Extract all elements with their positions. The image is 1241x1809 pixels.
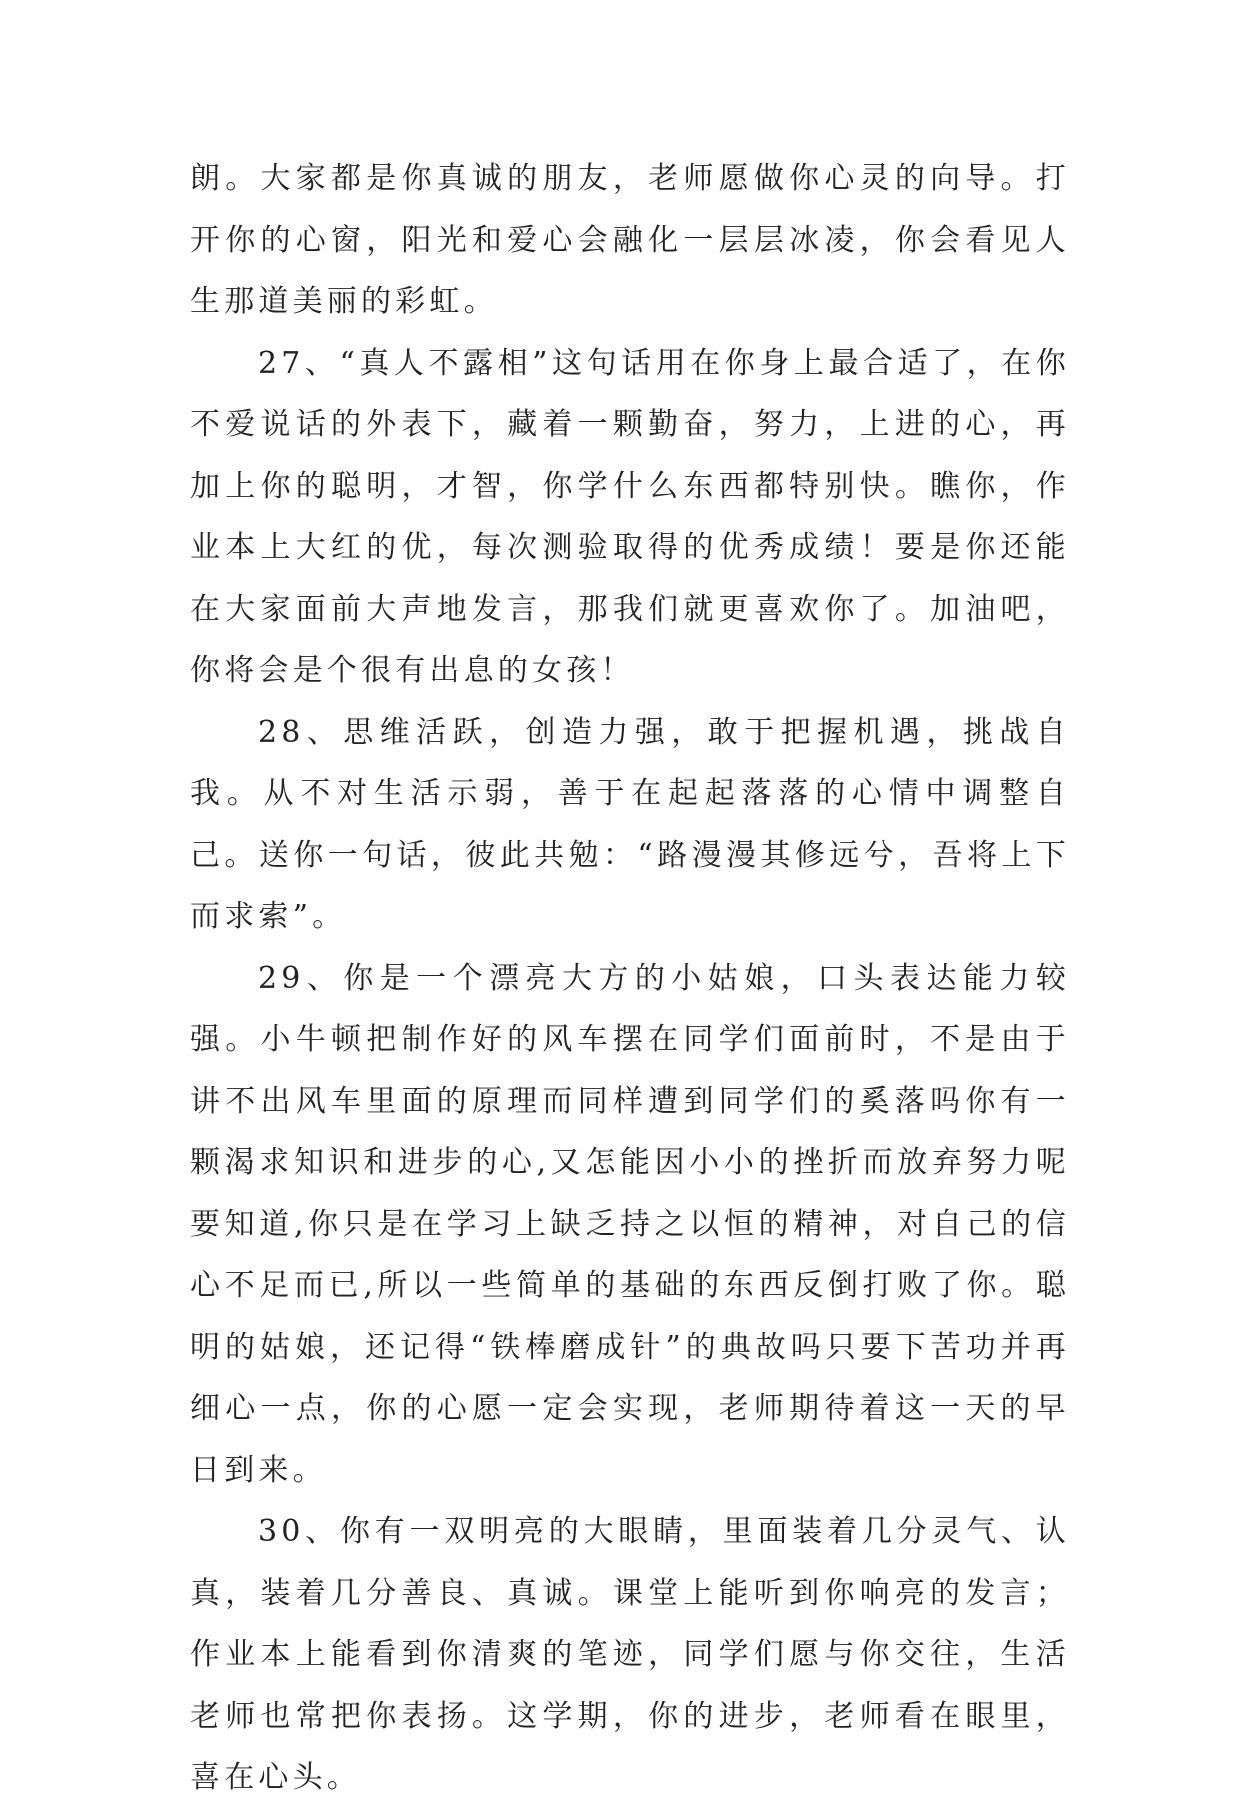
paragraph-28: 28、思维活跃，创造力强，敢于把握机遇，挑战自我。从不对生活示弱，善于在起起落落的心情中调整自己。送你一句话，彼此共勉：“路漫漫其修远兮，吾将上下而求索”。	[190, 714, 1070, 934]
paragraph-29: 29、你是一个漂亮大方的小姑娘，口头表达能力较强。小牛顿把制作好的风车摆在同学们面前时，不是由于讲不出风车里面的原理而同样遭到同学们的奚落吗你有一颗渴求知识和进步的心,又怎能因小小的挫折而放弃努力呢要知道,你只是在学习上缺乏持之以恒的精神，对自己的信心不足而已,所以一些简单的基础的东西反倒打败了你。聪明的姑娘，还记得“铁棒磨成针”的典故吗只要下苦功并再细心一点，你的心愿一定会实现，老师期待着这一天的早日到来。	[190, 960, 1070, 1488]
document-body	[190, 148, 1070, 1809]
paragraph-continued: 朗。大家都是你真诚的朋友，老师愿做你心灵的向导。打开你的心窗，阳光和爱心会融化一层层冰凌，你会看见人生那道美丽的彩虹。	[190, 161, 1070, 319]
paragraph-27: 27、“真人不露相”这句话用在你身上最合适了，在你不爱说话的外表下，藏着一颗勤奋，努力，上进的心，再加上你的聪明，才智，你学什么东西都特别快。瞧你，作业本上大红的优，每次测验取得的优秀成绩！要是你还能在大家面前大声地发言，那我们就更喜欢你了。加油吧，你将会是个很有出息的女孩！	[190, 345, 1070, 688]
paragraph-30: 30、你有一双明亮的大眼睛，里面装着几分灵气、认真，装着几分善良、真诚。课堂上能听到你响亮的发言；作业本上能看到你清爽的笔迹，同学们愿与你交往，生活老师也常把你表扬。这学期，你的进步，老师看在眼里，喜在心头。	[190, 1514, 1070, 1795]
